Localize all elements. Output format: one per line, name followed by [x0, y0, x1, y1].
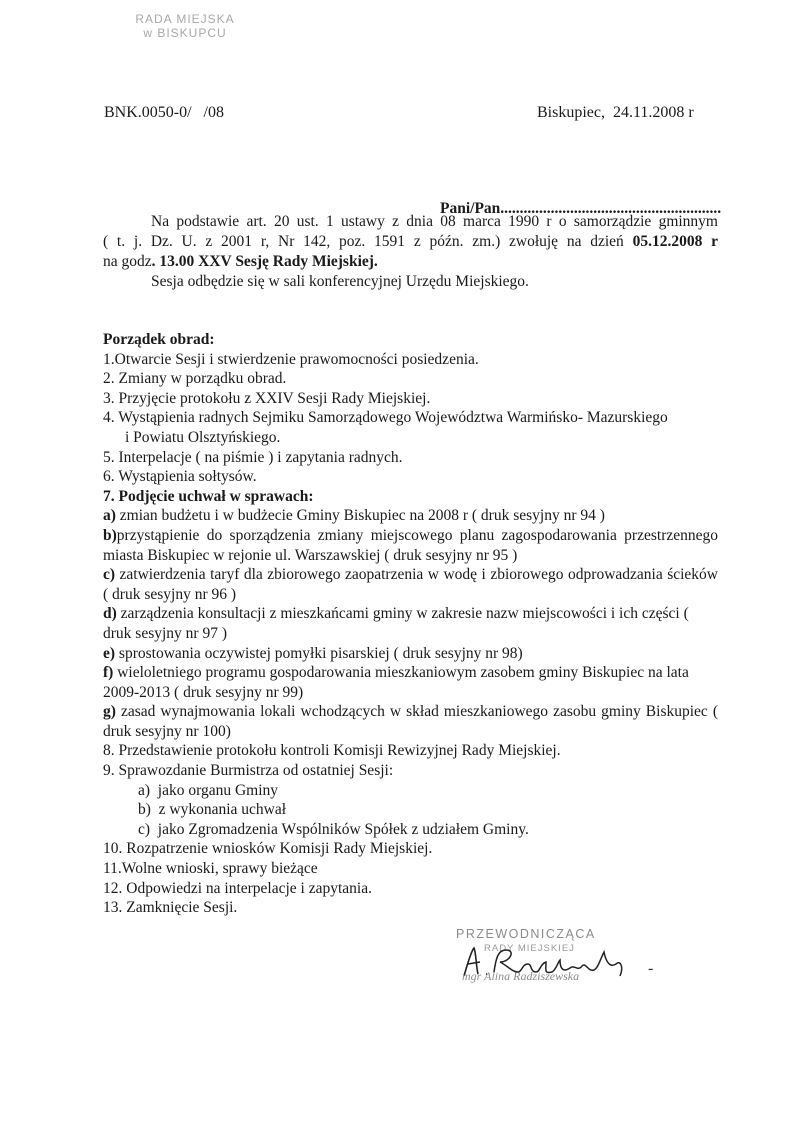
signature-stamp-subtitle: RADY MIEJSKIEJ: [484, 943, 575, 954]
intro-line-1: Na podstawie art. 20 ust. 1 ustawy z dnia 08 marca 1990 r o samorządzie gminnym: [151, 213, 718, 230]
resolution-c-text: zatwierdzenia taryf dla zbiorowego zaopatrzenia w wodę i zbiorowego odprowadzania ścieków ( druk sesyjny nr 96 ): [103, 566, 718, 603]
agenda-item-11: 11.Wolne wnioski, sprawy bieżące: [103, 860, 318, 878]
agenda-item-10: 10. Rozpatrzenie wniosków Komisji Rady Miejskiej.: [103, 840, 433, 858]
agenda: [103, 330, 718, 918]
report-sub-c: c) jako Zgromadzenia Wspólników Spółek z udziałem Gminy.: [138, 820, 529, 838]
report-sub-a: a) jako organu Gminy: [138, 781, 279, 799]
agenda-item-4-cont: i Powiatu Olsztyńskiego.: [125, 428, 281, 446]
place-and-date: Biskupiec, 24.11.2008 r: [537, 104, 694, 121]
session-time-title: . 13.00 XXV Sesję Rady Miejskiej.: [151, 253, 378, 270]
addressee-line: Pani/Pan.........................................................: [440, 200, 722, 217]
resolution-f-text: wieloletniego programu gospodarowania mieszkaniowym zasobem gminy Biskupiec na lata 2009-2013 ( druk sesyjny nr 99): [103, 664, 689, 701]
resolution-c: [103, 565, 718, 604]
agenda-item-13: 13. Zamknięcie Sesji.: [103, 899, 238, 917]
agenda-item-12: 12. Odpowiedzi na interpelacje i zapytania.: [103, 879, 372, 897]
resolution-g-letter: g): [103, 703, 116, 721]
intro-line-2: [103, 232, 718, 252]
stamp-line-1: RADA MIEJSKA: [135, 12, 235, 26]
agenda-item-7: [103, 487, 718, 507]
resolution-f-letter: f): [103, 664, 114, 682]
agenda-item-7-text: 7. Podjęcie uchwał w sprawach:: [103, 487, 314, 505]
resolution-b-text: przystąpienie do sporządzenia zmiany miejscowego planu zagospodarowania przestrzennego miasta Biskupiec w rejonie ul. Warszawskiej ( druk sesyjny nr 95 ): [103, 526, 718, 564]
resolution-e-text: sprostowania oczywistej pomyłki pisarskiej ( druk sesyjny nr 98): [115, 644, 523, 662]
resolution-g: [103, 702, 718, 741]
resolution-g-text: zasad wynajmowania lokali wchodzących w skład mieszkaniowego zasobu gminy Biskupiec ( druk sesyjny nr 100): [103, 703, 718, 740]
session-location: Sesja odbędzie się w sali konferencyjnej Urzędu Miejskiego.: [151, 273, 529, 290]
resolution-d-text: zarządzenia konsultacji z mieszkańcami gminy w zakresie nazw miejscowości i ich części ( druk sesyjny nr 97 ): [103, 605, 689, 642]
agenda-item-3: 3. Przyjęcie protokołu z XXIV Sesji Rady Miejskiej.: [103, 389, 431, 407]
resolution-b-letter: b): [103, 526, 117, 544]
agenda-title-text: Porządek obrad:: [103, 331, 215, 348]
document-reference: BNK.0050-0/ /08: [104, 104, 224, 121]
resolution-e: [103, 644, 718, 664]
agenda-item-9: 9. Sprawozdanie Burmistrza od ostatniej Sesji:: [103, 762, 394, 780]
signature-stamp-title: PRZEWODNICZĄCA: [456, 927, 596, 941]
resolution-a-letter: a): [103, 507, 116, 525]
resolution-f: [103, 663, 718, 702]
agenda-item-4: 4. Wystąpienia radnych Sejmiku Samorządowego Województwa Warmińsko- Mazurskiego: [103, 409, 668, 427]
council-stamp: [100, 12, 270, 40]
resolution-b: [103, 526, 718, 565]
signatory-name: mgr Alina Radziszewska: [462, 969, 580, 983]
agenda-item-1: 1.Otwarcie Sesji i stwierdzenie prawomocności posiedzenia.: [103, 350, 479, 368]
report-sub-b: b) z wykonania uchwał: [138, 801, 287, 819]
resolution-d: [103, 604, 693, 643]
agenda-item-8: 8. Przedstawienie protokołu kontroli Komisji Rewizyjnej Rady Miejskiej.: [103, 742, 561, 760]
resolution-d-letter: d): [103, 605, 117, 623]
intro-line-3-text: na godz: [103, 253, 152, 270]
agenda-item-6: 6. Wystąpienia sołtysów.: [103, 468, 257, 486]
agenda-item-2: 2. Zmiany w porządku obrad.: [103, 370, 287, 388]
intro-paragraph: [103, 212, 718, 292]
session-date: 05.12.2008 r: [632, 233, 718, 250]
agenda-title: [103, 330, 718, 350]
resolution-a-text: zmian budżetu i w budżecie Gminy Biskupiec na 2008 r ( druk sesyjny nr 94 ): [115, 507, 605, 525]
resolution-a: [103, 506, 718, 526]
resolution-e-letter: e): [103, 644, 116, 662]
intro-line-2-text: ( t. j. Dz. U. z 2001 r, Nr 142, poz. 1591 z późn. zm.) zwołuję na dzień: [103, 233, 633, 250]
intro-line-3: [103, 252, 718, 272]
stamp-line-2: w BISKUPCU: [143, 26, 227, 40]
resolution-c-letter: c): [103, 566, 116, 584]
signature-dash: -: [648, 960, 654, 977]
agenda-item-5: 5. Interpelacje ( na piśmie ) i zapytania radnych.: [103, 448, 403, 466]
